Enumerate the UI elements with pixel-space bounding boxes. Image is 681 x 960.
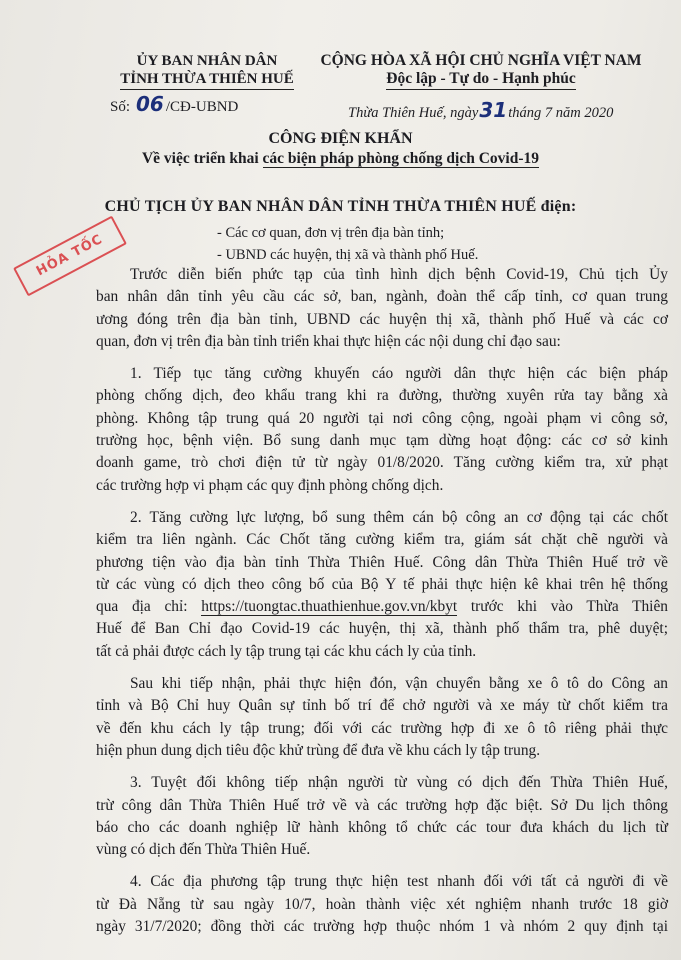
- paragraph-1: 1. Tiếp tục tăng cường khuyến cáo người dân thực hiện các biện pháp phòng chống dịch, đeo khẩu trang khi ra đường, thường xuyên rửa tay bằng xà phòng. Không tập trung quá 20 người tại nơi công cộng, ngoài phạm vi công sở, trường học, bệnh viện. Bổ sung danh mục tạm dừng hoạt động: các cơ sở kinh doanh game, trò chơi điện tử từ ngày 01/8/2020. Tăng cường kiểm tra, xử phạt các trường hợp vi phạm các quy định phòng chống dịch.: [96, 365, 668, 494]
- document-number: [110, 92, 238, 116]
- paragraph-2-cont: Sau khi tiếp nhận, phải thực hiện đón, vận chuyển bằng xe ô tô do Công an tỉnh và Bộ Chỉ huy Quân sự tỉnh bố trí để chở người và xe máy từ chốt kiểm tra về đến khu cách ly tập trung; đối với các trường hợp đi xe ô tô riêng phải thực hiện phun dung dịch tiêu độc khử trùng để đưa về khu cách ly tập trung.: [96, 675, 668, 759]
- issuer-line-2: TỈNH THỪA THIÊN HUẾ: [120, 70, 294, 90]
- nation-name: CỘNG HÒA XÃ HỘI CHỦ NGHĨA VIỆT NAM: [320, 52, 642, 69]
- paragraph-3: 3. Tuyệt đối không tiếp nhận người từ vùng có dịch đến Thừa Thiên Huế, trừ công dân Thừa Thiên Huế trở về và các trường hợp đặc biệt. Sở Du lịch thông báo cho các doanh nghiệp lữ hành không tổ chức các tour đưa khách du lịch từ vùng có dịch đến Thừa Thiên Huế.: [96, 774, 668, 859]
- paragraph-2: 2. Tăng cường lực lượng, bổ sung thêm cán bộ công an cơ động tại các chốt kiểm tra liên ngành. Các Chốt tăng cường kiểm tra, giám sát chặt chẽ người và phương tiện vào địa bàn tỉnh Thừa Thiên Huế. Công dân Thừa Thiên Huế trở về từ các vùng có dịch theo công bố của Bộ Y tế phải thực hiện kê khai trên hệ thống qua địa chỉ: https://tuongtac.thuathienhue.gov.vn/kbyt trước khi vào Thừa Thiên Huế để Ban Chỉ đạo Covid-19 các huyện, thị xã, thành phố thẩm tra, phê duyệt; tất cả phải được cách ly tập trung tại các khu cách ly của tỉnh.: [96, 508, 668, 660]
- document-subtitle: Về việc triển khai các biện pháp phòng chống dịch Covid-19: [141, 150, 540, 167]
- national-motto: Độc lập - Tự do - Hạnh phúc: [386, 70, 575, 90]
- paragraph-intro: Trước diễn biến phức tạp của tình hình dịch bệnh Covid-19, Chủ tịch Ủy ban nhân dân tỉnh yêu cầu các sở, ban, ngành, đoàn thể cấp tỉnh, cơ quan trung ương đóng trên địa bàn tỉnh, UBND các huyện thị xã, thành phố Huế và các cơ quan, đơn vị trên địa bàn tỉnh triển khai thực hiện các nội dung chỉ đạo sau:: [96, 266, 668, 350]
- date-prefix: Thừa Thiên Huế, ngày: [348, 105, 479, 121]
- document-body: [96, 264, 668, 948]
- issuer-block: [92, 52, 322, 90]
- national-header: [296, 52, 666, 90]
- sender-line: CHỦ TỊCH ỦY BAN NHÂN DÂN TỈNH THỪA THIÊN HUẾ điện:: [104, 198, 577, 215]
- recipient-item: - Các cơ quan, đơn vị trên địa bàn tỉnh;: [217, 225, 445, 241]
- urgent-stamp: HỎA TỐC: [13, 216, 127, 297]
- declaration-link[interactable]: https://tuongtac.thuathienhue.gov.vn/kbyt: [201, 598, 458, 616]
- number-label: Số:: [110, 99, 131, 115]
- document-title: CÔNG ĐIỆN KHẨN: [268, 130, 413, 147]
- number-suffix: /CĐ-UBND: [165, 99, 239, 115]
- issue-date: [348, 98, 613, 122]
- recipient-item: - UBND các huyện, thị xã và thành phố Huế.: [217, 247, 479, 263]
- number-handwritten: 06: [136, 92, 164, 116]
- issuer-line-1: ỦY BAN NHÂN DÂN: [136, 53, 278, 69]
- date-suffix: tháng 7 năm 2020: [508, 105, 614, 121]
- date-day-handwritten: 31: [479, 98, 508, 122]
- recipient-list: [217, 222, 478, 266]
- paragraph-4: 4. Các địa phương tập trung thực hiện test nhanh đối với tất cả người đi về từ Đà Nẵng từ sau ngày 10/7, hoàn thành việc xét nghiệm nhanh trước 18 giờ ngày 31/7/2020; đồng thời các trường hợp thuộc nhóm 1 và nhóm 2 quy định tại: [96, 873, 668, 936]
